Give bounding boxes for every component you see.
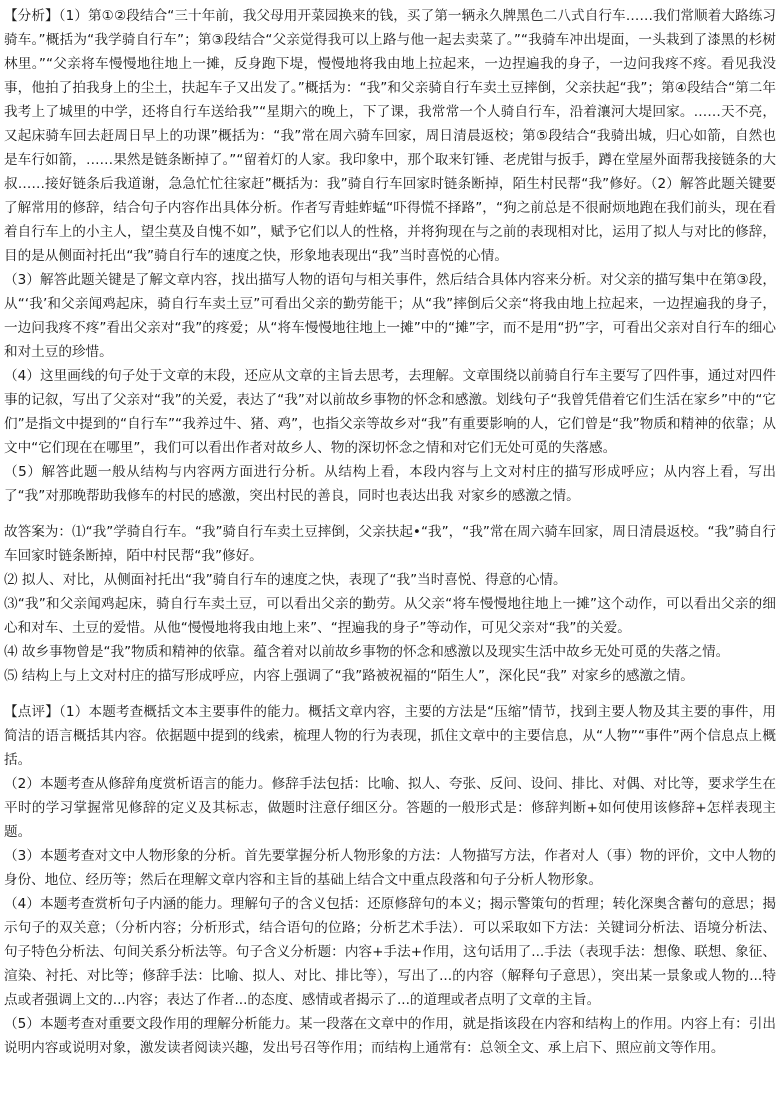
analysis-paragraph-3: （3）解答此题关键是了解文章内容，找出描写人物的语句与相关事件，然后结合具体内容来分析。对父亲的描写集中在第③段，从“‘我’和父亲闻鸡起床，骑自行车卖土豆”可看出父亲的勤劳能干；从“我”摔倒后父亲“将我由地上拉起来，一边捏遍我的身子，一边问我疼不疼”看出父亲对“我”的疼爱；从“将车慢慢地往地上一摊”中的“摊”字，而不是用“扔”字，可看出父亲对自行车的细心和对土豆的珍惜。: [4, 272, 776, 360]
comment-text-1: （1）本题考查概括文本主要事件的能力。概括文章内容，主要的方法是“压缩”情节，找到主要人物及其主要的事件，用简洁的语言概括其内容。依据题中提到的线索，梳理人物的行为表现，抓住文章中的主要信息，从“人物”“事件”两个信息点上概括。: [4, 704, 776, 768]
spacer: [4, 688, 776, 700]
spacer: [4, 508, 776, 520]
comment-paragraph-1: [4, 700, 776, 772]
answer-4: ⑷ 故乡事物曾是“我”物质和精神的依靠。蕴含着对以前故乡事物的怀念和感激以及现实生活中故乡无处可觅的失落之情。: [4, 644, 730, 660]
comment-paragraph-3: （3）本题考查对文中人物形象的分析。首先要掌握分析人物形象的方法：人物描写方法，作者对人（事）物的评价，文中人物的身份、地位、经历等；然后在理解文章内容和主旨的基础上结合文中重点段落和句子分析人物形象。: [4, 848, 776, 888]
analysis-label: 【分析】: [4, 8, 59, 24]
analysis-paragraph-5: （5）解答此题一般从结构与内容两方面进行分析。从结构上看，本段内容与上文对村庄的描写形成呼应；从内容上看，写出了“我”对那晚帮助我修车的村民的感激，突出村民的善良，同时也表达出我 对家乡的感激之情。: [4, 464, 776, 504]
analysis-text-1: （1）第①②段结合“三十年前，我父母用开菜园换来的钱，买了第一辆永久牌黑色二八式自行车……我们常顺着大路练习骑车。”概括为“我学骑自行车”；第③段结合“父亲觉得我可以上路与他一起去卖菜了。”“我骑车冲出堤面，一头栽到了漆黑的杉树林里。”“父亲将车慢慢地往地上一摊，反身跑下堤，慢慢地将我由地上拉起来，一边捏遍我的身子，一边问我疼不疼。看见我没事，他拍了拍我身上的尘土，扶起车子又出发了。”概括为：“我”和父亲骑自行车卖土豆摔倒，父亲扶起“我”；第④段结合“第二年我考上了城里的中学，还将自行车送给我”“星期六的晚上，下了课，我常常一个人骑自行车，沿着瀼河大堤回家。……天不亮，又起床骑车回去赶周日早上的功课”概括为：“我”常在周六骑车回家，周日清晨返校；第⑤段结合“我骑出城，归心如箭，自然也是车行如箭，……果然是链条断掉了。”“留着灯的人家。我印象中，那个取来钉锤、老虎钳与扳手，蹲在堂屋外面帮我接链条的大叔……接好链条后我道谢，急急忙忙往家赶”概括为：我”骑自行车回家时链条断掉，陌生村民帮“我”修好。（2）解答此题关键要了解常用的修辞，结合句子内容作出具体分析。作者写青蛙蚱蜢“吓得慌不择路”，“狗之前总是不很耐烦地跑在我们前头，现在看着自行车上的小主人，望尘莫及自愧不如”，赋予它们以人的性格，并将狗现在与之前的表现相对比，运用了拟人与对比的修辞，目的是从侧面衬托出“我”骑自行车的速度之快，形象地表现出“我”当时喜悦的心情。: [4, 8, 777, 264]
answer-5: ⑸ 结构上与上文对村庄的描写形成呼应，内容上强调了“我”路被祝福的“陌生人”，深化民“我” 对家乡的感激之情。: [4, 668, 694, 684]
answer-1: 故答案为：⑴“我”学骑自行车。“我”骑自行车卖土豆摔倒，父亲扶起•“我”，“我”常在周六骑车回家，周日清晨返校。“我”骑自行车回家时链条断掉，陌中村民帮“我”修好。: [4, 524, 776, 564]
comment-paragraph-2: （2）本题考查从修辞角度赏析语言的能力。修辞手法包括：比喻、拟人、夸张、反问、设问、排比、对偶、对比等，要求学生在平时的学习掌握常见修辞的定义及其标志，做题时注意仔细区分。答题的一般形式是：修辞判断+如何使用该修辞+怎样表现主题。: [4, 776, 776, 840]
analysis-paragraph-1: [4, 4, 776, 268]
answer-3: ⑶“我”和父亲闻鸡起床，骑自行车卖土豆，可以看出父亲的勤劳。从父亲“将车慢慢地往地上一摊”这个动作，可以看出父亲的细心和对车、土豆的爱惜。从他“慢慢地将我由地上来”、“捏遍我的身子”等动作，可见父亲对“我”的关爱。: [4, 596, 776, 636]
comment-label: 【点评】: [4, 704, 59, 720]
comment-paragraph-5: （5）本题考查对重要文段作用的理解分析能力。某一段落在文章中的作用，就是指该段在内容和结构上的作用。内容上有：引出说明内容或说明对象，激发读者阅读兴趣，发出号召等作用；而结构上通常有：总领全文、承上启下、照应前文等作用。: [4, 1016, 776, 1056]
comment-paragraph-4: （4）本题考查赏析句子内涵的能力。理解句子的含义包括：还原修辞句的本义；揭示警策句的哲理；转化深奥含蓄句的意思；揭示句子的双关意；（分析内容；分析形式，结合语句的位路；分析艺术手法）．可以采取如下方法：关键词分析法、语境分析法、句子特色分析法、句间关系分析法等。句子含义分析题：内容+手法+作用，这句话用了...手法（表现手法：想像、联想、象征、渲染、衬托、对比等；修辞手法：比喻、拟人、对比、排比等），写出了...的内容（解释句子意思），突出某一景象或人物的...特点或者强调上文的...内容；表达了作者...的态度、感情或者揭示了...的道理或者点明了文章的主旨。: [4, 896, 776, 1008]
answer-2: ⑵ 拟人、对比，从侧面衬托出“我”骑自行车的速度之快，表现了“我”当时喜悦、得意的心情。: [4, 572, 567, 588]
analysis-paragraph-4: （4）这里画线的句子处于文章的末段，还应从文章的主旨去思考，去理解。文章围绕以前骑自行车主要写了四件事，通过对四件事的记叙，写出了父亲对“我”的关爱，表达了“我”对以前故乡事物的怀念和感激。划线句子“我曾凭借着它们生活在家乡”中的“它们”是指文中提到的“自行车”“我养过牛、猪、鸡”，也指父亲等故乡对“我”有重要影响的人，它们曾是“我”物质和精神的依靠；从文中“它们现在在哪里”，我们可以看出作者对故乡人、物的深切怀念之情和对它们无处可觅的失落感。: [4, 368, 776, 456]
